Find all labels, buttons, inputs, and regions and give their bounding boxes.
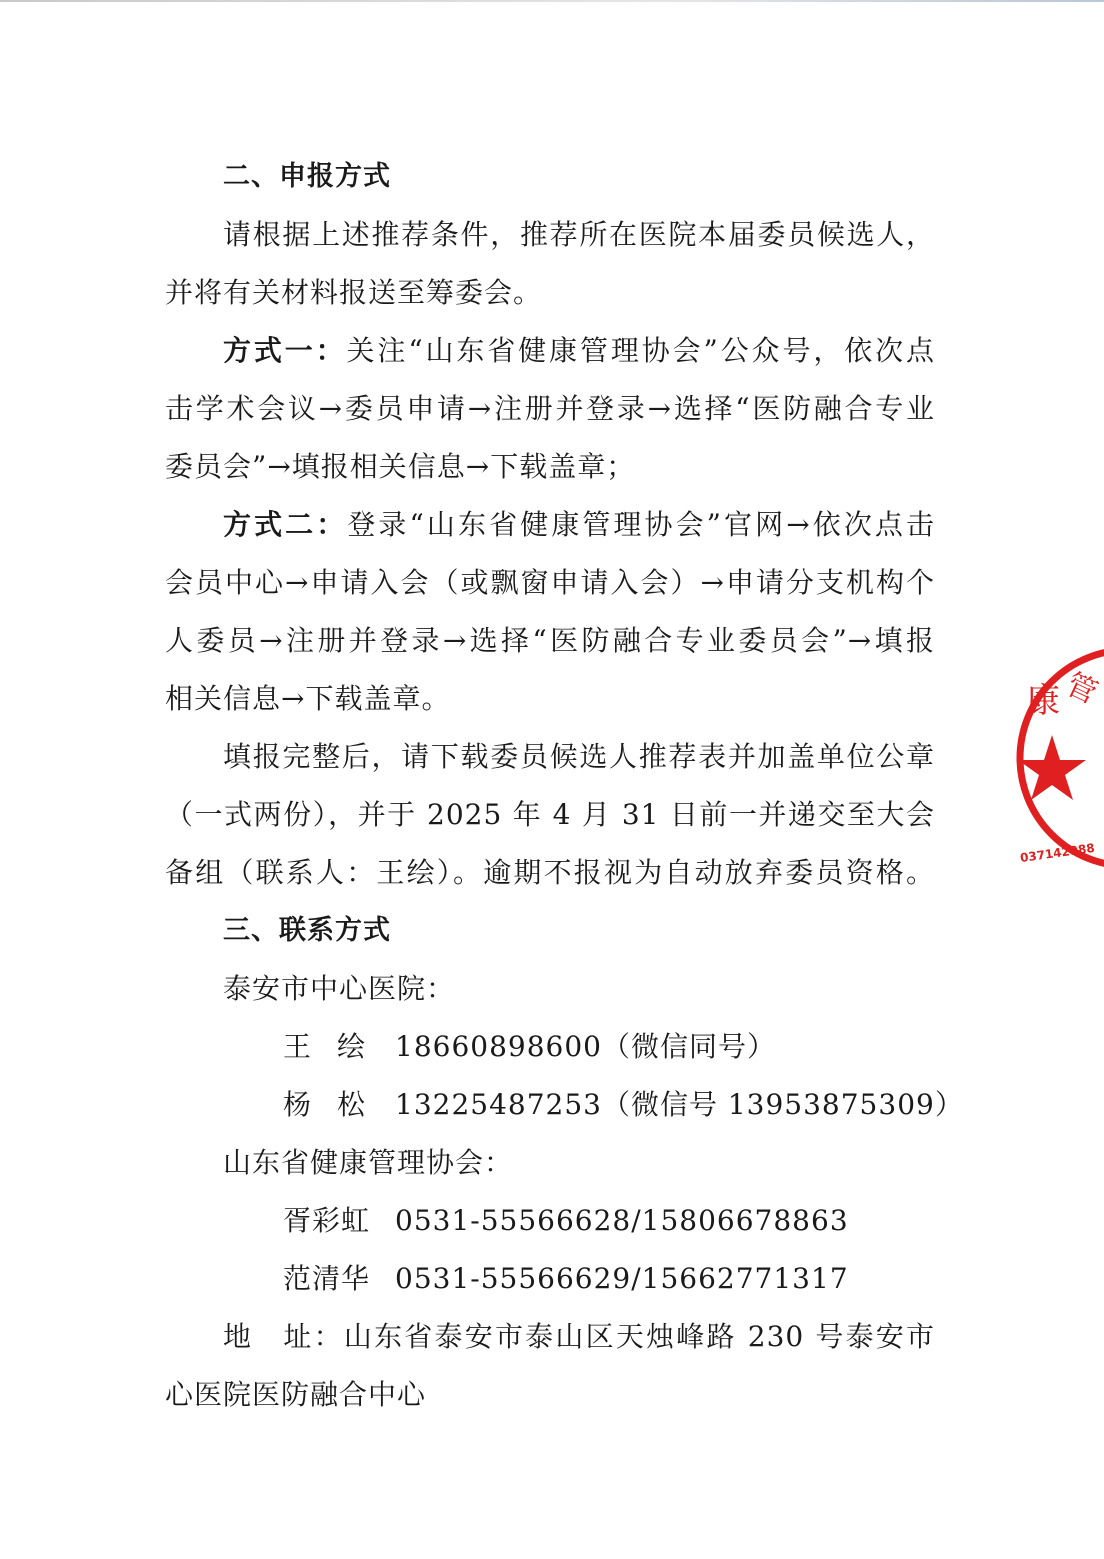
contact-name: 胥彩虹 [283, 1204, 371, 1237]
method2-line-4: 相关信息→下载盖章。 [165, 682, 451, 715]
submit-line-1: 填报完整后，请下载委员候选人推荐表并加盖单位公章 [223, 740, 935, 773]
document-body [165, 148, 964, 1424]
contact-row [165, 1250, 935, 1308]
method2-text-1: 登录“山东省健康管理协会”官网→依次点击 [347, 508, 935, 541]
contact-row [165, 1076, 964, 1134]
contact-phone: 0531-55566629/15662771317 [395, 1262, 849, 1295]
method2-line-2: 会员中心→申请入会（或飘窗申请入会）→申请分支机构个 [165, 566, 935, 599]
intro-line-1: 请根据上述推荐条件，推荐所在医院本届委员候选人， [223, 218, 935, 251]
method2-line-3: 人委员→注册并登录→选择“医防融合专业委员会”→填报 [165, 624, 935, 657]
intro-line-2: 并将有关材料报送至筹委会。 [165, 276, 543, 309]
contact-name: 杨松 [283, 1088, 392, 1121]
official-seal [1010, 640, 1104, 880]
scan-top-edge [0, 0, 1104, 2]
method2-label: 方式二： [223, 508, 348, 541]
org2-name: 山东省健康管理协会： [223, 1146, 514, 1179]
contact-name: 范清华 [283, 1262, 371, 1295]
method1-line-2: 击学术会议→委员申请→注册并登录→选择“医防融合专业 [165, 392, 935, 425]
address-text-1: 山东省泰安市泰山区天烛峰路 230 号泰安市 [343, 1320, 935, 1353]
seal-graphic [1010, 640, 1104, 880]
contact-phone: 0531-55566628/15806678863 [395, 1204, 849, 1237]
address-line-1 [165, 1308, 935, 1366]
submit-line-2: （一式两份），并于 2025 年 4 月 31 日前一并递交至大会 [165, 798, 935, 831]
address-line-2: 心医院医防融合中心 [165, 1378, 427, 1411]
method1-line-3: 委员会”→填报相关信息→下载盖章； [165, 450, 636, 483]
method1-line-1 [165, 322, 935, 380]
seal-number: 037142988 [1019, 840, 1096, 866]
contact-row [165, 1192, 935, 1250]
contact-row [165, 1018, 935, 1076]
address-label: 地 址： [223, 1320, 344, 1353]
seal-char-2: 管 [1060, 666, 1103, 712]
method1-text-1: 关注“山东省健康管理协会”公众号，依次点 [346, 334, 935, 367]
section-heading-contact: 三、联系方式 [223, 915, 391, 946]
contact-phone: 13225487253（微信号 13953875309） [395, 1088, 964, 1121]
method2-line-1 [165, 496, 935, 554]
seal-char-1: 康 [1026, 681, 1060, 721]
contact-name: 王绘 [283, 1030, 392, 1063]
org1-name: 泰安市中心医院： [223, 972, 456, 1005]
submit-line-3: 备组（联系人：王绘）。逾期不报视为自动放弃委员资格。 [165, 856, 935, 889]
section-heading-application: 二、申报方式 [223, 161, 391, 192]
contact-phone: 18660898600（微信同号） [395, 1030, 776, 1063]
method1-label: 方式一： [223, 334, 347, 367]
